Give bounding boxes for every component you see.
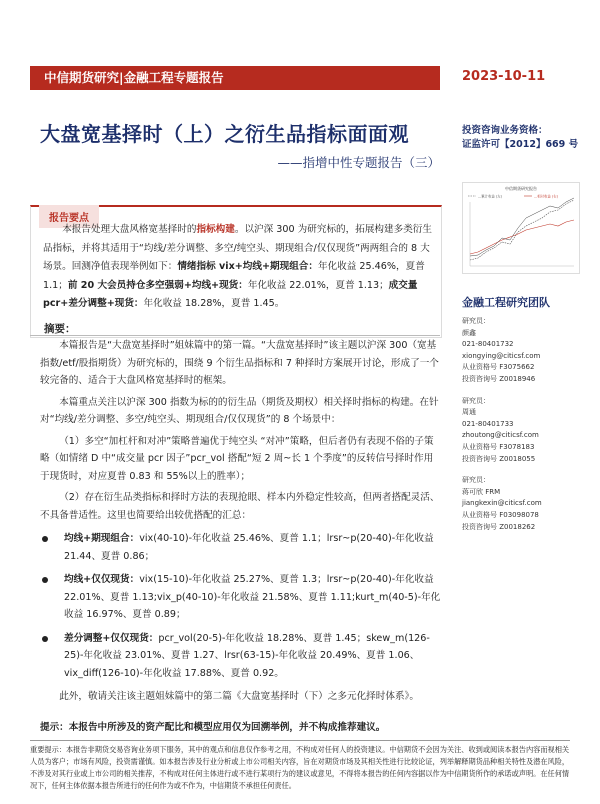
license-info <box>462 124 578 152</box>
bullet-item <box>40 630 442 683</box>
abstract-para-2: 本篇重点关注以沪深 300 指数为标的的衍生品（期货及期权）相关择时指标的构建。在针对“均线/差分调整、多空/纯空头、期现组合/仅仅现货”的 8 个场景中： <box>40 396 439 425</box>
member-name: 周通 <box>462 408 476 417</box>
summary-part-2: 。以沪深 300 为研究标的，拓展构建多类衍生品指标，并将其适用于“均线/差分调整、多空/纯空头、期现组合/仅仅现货”两两组合的 8 大场景。回测净值表现举例如下： <box>43 224 432 272</box>
bullet-dot-icon <box>42 577 48 583</box>
summary-bold-3: 成交量 pcr+差分调整+现货： <box>43 279 418 309</box>
member-phone: 021-80401732 <box>462 340 514 349</box>
report-date: 2023-10-11 <box>462 69 546 84</box>
abstract-para-3: （1）多空“加杠杆和对冲”策略普遍优于纯空头 “对冲”策略，但后者仍有表现不俗的子策略（如情绪 D 中“成交量 pcr 因子”pcr_vol 搭配“短 2 周~长 1 个季度”的反转信号择时作用于现货时，对应夏普 0.83 和 55%以上的胜率）； <box>40 435 434 482</box>
summary-part-3: 年化收益 25.46%，夏普 1.1； <box>43 261 425 291</box>
member-qual-1: 从业资格号 F03098078 <box>462 510 539 519</box>
bullet-label: 均线+期现组合： <box>64 533 140 544</box>
team-member <box>462 316 592 386</box>
summary-highlight: 指标构建 <box>196 224 235 235</box>
member-qual-1: 从业资格号 F3078183 <box>462 442 535 451</box>
member-email: zhoutong@citicsf.com <box>462 431 539 440</box>
member-name: 颜鑫 <box>462 328 476 337</box>
abstract-para-1: 本篇报告是“大盘宽基择时”姐妹篇中的第一篇。“大盘宽基择时”该主题以沪深 300（宽基指数/etf/股指期货）为研究标的，围绕 9 个衍生品指标和 7 种择时方案展开讨论，形成了一个较完备的、适合于大盘风格宽基择时的框架。 <box>40 340 439 386</box>
report-subtitle: ——指增中性专题报告（三） <box>277 155 440 170</box>
member-role: 研究员： <box>462 396 490 405</box>
license-line-2: 证监许可【2012】669 号 <box>462 139 579 150</box>
member-role: 研究员： <box>462 476 490 485</box>
abstract-para-5: 此外，敬请关注该主题姐妹篇中的第二篇《大盘宽基择时（下）之多元化择时体系》。 <box>59 691 419 702</box>
research-team <box>462 294 592 543</box>
report-note: 提示：本报告中所涉及的资产配比和模型应用仅为回溯举例，并不构成推荐建议。 <box>40 722 386 733</box>
summary-text <box>43 221 435 314</box>
member-phone: 021-80401733 <box>462 419 514 428</box>
report-title: 大盘宽基择时（上）之衍生品指标面面观 <box>40 122 409 146</box>
mini-chart-svg <box>462 182 580 274</box>
summary-bold-1: 情绪指标 vix+均线+期现组合： <box>177 261 318 272</box>
bullet-text: vix(15-10)-年化收益 25.27%、夏普 1.3；lrsr~p(20-40)-年化收益 22.01%、夏普 1.13;vix_p(40-10)-年化收益 21.58%、夏普 1.11;kurt_m(40-5)-年化收益 16.97%、夏普 0.89； <box>64 574 441 620</box>
team-member <box>462 396 592 466</box>
summary-bold-2: 前 20 大会员持仓多空强弱+均线+现货： <box>67 279 248 291</box>
member-email: jiangkexin@citicsf.com <box>462 499 542 508</box>
abstract-heading <box>30 317 440 336</box>
bullet-text: vix(40-10)-年化收益 25.46%、夏普 1.1；lrsr~p(20-40)-年化收益 21.44、夏普 0.86； <box>64 533 434 562</box>
bullet-item <box>40 571 442 624</box>
mini-chart-title: 中信期货研究报告 <box>505 186 537 191</box>
team-member <box>462 475 592 533</box>
abstract-para-4: （2）存在衍生品类指标和择时方法的表现抢眼、样本内外稳定性较高，但两者搭配灵活、不具备普适性。这里也简要给出较优搭配的汇总： <box>40 492 440 521</box>
member-email: xiongying@citicsf.com <box>462 351 541 360</box>
bullet-dot-icon <box>42 536 48 542</box>
legend-label-1: ...累计收益 (左) <box>478 194 502 199</box>
bullet-item <box>40 530 442 565</box>
member-role: 研究员： <box>462 317 490 325</box>
bullet-text: pcr_vol(20-5)-年化收益 18.28%、夏普 1.45；skew_m(126-25)-年化收益 23.01%、夏普 1.27、lrsr(63-15)-年化收益 20.49%、夏普 1.06、vix_diff(126-10)-年化收益 17.88%、夏普 0.92。 <box>64 632 430 679</box>
member-qual-2: 投资咨询号 Z0018055 <box>462 454 536 463</box>
bullet-dot-icon <box>42 636 48 642</box>
member-qual-2: 投资咨询号 Z0018946 <box>462 374 536 383</box>
summary-part-5: 年化收益 18.28%，夏普 1.45。 <box>143 298 285 309</box>
summary-part-1: 本报告处理大盘风格宽基择时的 <box>62 224 197 235</box>
bullet-label: 均线+仅仅现货： <box>64 574 140 585</box>
disclaimer: 重要提示：本报告非期货交易咨询业务项下服务，其中的观点和信息仅作参考之用，不构成对任何人的投资建议。中信期货不会因为关注、收到或阅读本报告内容而视相关人员为客户；市场有风险，投资需谨慎。如本报告涉及行业分析或上市公司相关内容，旨在对期货市场及其相关性进行比较论证，列举解释期货品种相关特性及潜在风险，不涉及对其行业或上市公司的相关推荐，不构成对任何主体进行或不进行某项行为的建议或意见，不得将本报告的任何内容据以作为中信期货所作的承诺或声明。在任何情况下，任何主体依据本报告所进行的任何作为或不作为，中信期货不承担任何责任。 <box>30 740 570 804</box>
summary-tag: 报告要点 <box>39 205 99 228</box>
member-name: 蒋可欣 FRM <box>462 487 501 496</box>
report-banner <box>30 66 440 90</box>
team-title: 金融工程研究团队 <box>462 296 550 309</box>
license-line-1: 投资咨询业务资格： <box>462 125 548 136</box>
legend-label-2: ...相对收益 (右) <box>534 194 558 199</box>
member-qual-2: 投资咨询号 Z0018262 <box>462 522 536 531</box>
member-qual-1: 从业资格号 F3075662 <box>462 363 535 372</box>
summary-part-4: 年化收益 22.01%，夏普 1.13； <box>247 279 389 291</box>
mini-chart <box>462 182 580 274</box>
bullet-label: 差分调整+仅仅现货： <box>64 632 159 644</box>
banner-text: 中信期货研究|金融工程专题报告 <box>44 70 224 85</box>
abstract-body <box>40 337 442 710</box>
abstract-heading-text: 摘要： <box>44 323 76 335</box>
